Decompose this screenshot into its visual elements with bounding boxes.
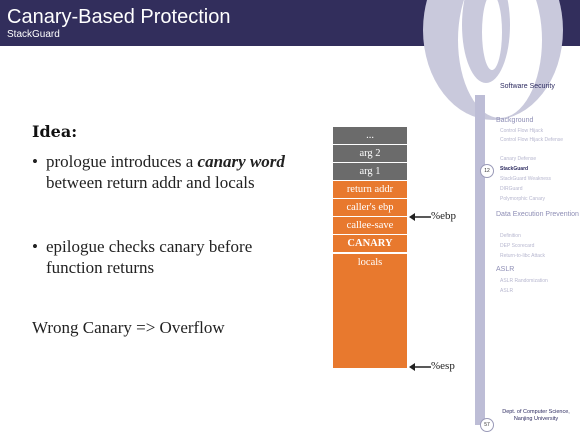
stack-cell-arg2: arg 2 — [333, 145, 407, 163]
stack-cell-callee-save: callee-save — [333, 217, 407, 235]
nav-item-definition[interactable]: Definition — [500, 233, 521, 239]
nav-item-polymorphic-canary[interactable]: Polymorphic Canary — [500, 196, 546, 202]
nav-item-return-to-libc[interactable]: Return-to-libc Attack — [500, 253, 546, 259]
nav-item-control-flow-hijack[interactable]: Control Flow Hijack — [500, 128, 544, 134]
university-logo-icon — [408, 0, 578, 140]
esp-label: %esp — [431, 360, 455, 372]
page-number: 57 — [480, 418, 494, 432]
stack-cell-ellipsis: ... — [333, 127, 407, 145]
nav-section-dep[interactable]: Data Execution Prevention — [496, 211, 579, 218]
stack-cell-canary: CANARY — [333, 235, 407, 253]
sidebar-track — [475, 95, 485, 425]
stack-cell-locals: locals — [333, 254, 407, 368]
nav-section-background[interactable]: Background — [496, 117, 534, 124]
esp-arrow-icon — [409, 362, 431, 372]
nav-item-aslr[interactable]: ASLR — [500, 288, 514, 294]
nav-item-aslr-randomization[interactable]: ASLR Randomization — [500, 278, 548, 284]
sidebar-title: Software Security — [500, 83, 555, 90]
stack-cell-return-addr: return addr — [333, 181, 407, 199]
nav-item-dirguard[interactable]: DIRGuard — [500, 186, 523, 192]
current-slide-badge: 12 — [480, 164, 494, 178]
nav-section-aslr[interactable]: ASLR — [496, 266, 515, 273]
nav-item-canary-defense[interactable]: Canary Defense — [500, 156, 537, 162]
nav-item-stackguard-weakness[interactable]: StackGuard Weakness — [500, 176, 552, 182]
slide-title: Canary-Based Protection — [7, 6, 231, 28]
nav-item-dep-scorecard[interactable]: DEP Scorecard — [500, 243, 535, 249]
nav-item-stackguard[interactable]: StackGuard — [500, 166, 529, 172]
idea-heading: Idea: — [32, 122, 78, 141]
conclusion-text: Wrong Canary => Overflow — [32, 318, 225, 337]
stack-cell-arg1: arg 1 — [333, 163, 407, 181]
stack-diagram — [333, 127, 407, 253]
slide-subtitle: StackGuard — [7, 29, 60, 40]
ebp-arrow-icon — [409, 212, 431, 222]
stack-cell-callers-ebp: caller's ebp — [333, 199, 407, 217]
nav-item-control-flow-hijack-defense[interactable]: Control Flow Hijack Defense — [500, 137, 564, 143]
bullet-dot-icon: • — [32, 152, 38, 171]
bullet-dot-icon: • — [32, 237, 38, 256]
dept-footer: Dept. of Computer Science, Nanjing University — [502, 409, 570, 422]
ebp-label: %ebp — [431, 210, 457, 222]
canary-word-emphasis: canary word — [197, 152, 285, 171]
